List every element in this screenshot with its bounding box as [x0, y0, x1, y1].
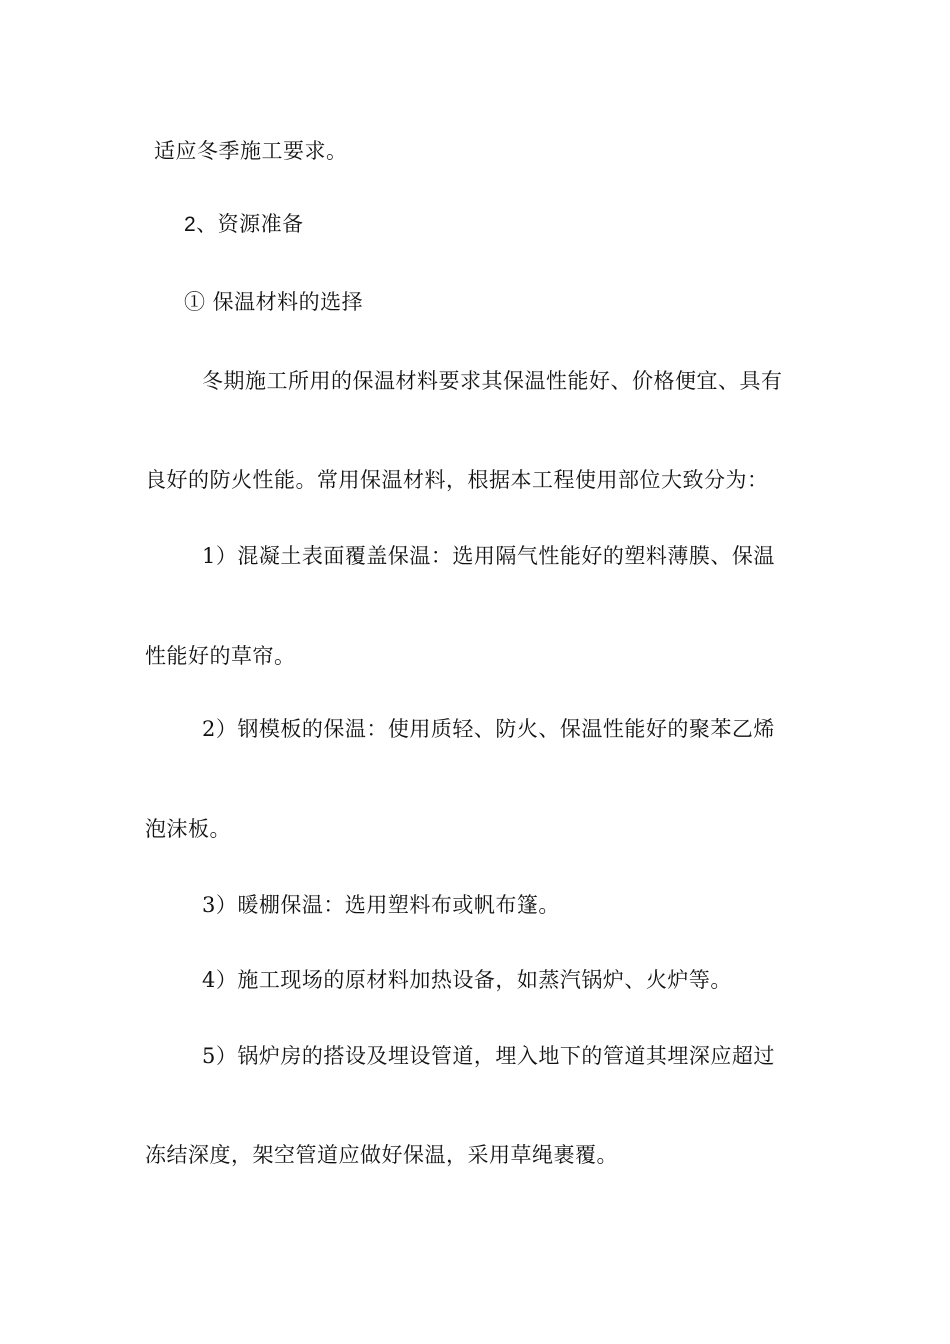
list-item-line: 3）暖棚保温：选用塑料布或帆布篷。	[202, 893, 560, 917]
list-item-line: 泡沫板。	[145, 817, 231, 841]
list-item-line: 冻结深度，架空管道应做好保温，采用草绳裹覆。	[145, 1143, 618, 1167]
list-item-line: 4）施工现场的原材料加热设备，如蒸汽锅炉、火炉等。	[202, 968, 732, 992]
list-item-line: 1）混凝土表面覆盖保温：选用隔气性能好的塑料薄膜、保温	[202, 544, 775, 568]
list-item-line: 性能好的草帘。	[145, 644, 296, 668]
list-item-line: 2）钢模板的保温：使用质轻、防火、保温性能好的聚苯乙烯	[202, 717, 775, 741]
paragraph-line: 适应冬季施工要求。	[154, 139, 348, 163]
paragraph-line: 冬期施工所用的保温材料要求其保温性能好、价格便宜、具有	[202, 369, 783, 393]
subsection-heading: ① 保温材料的选择	[184, 290, 364, 314]
list-item-line: 5）锅炉房的搭设及埋设管道，埋入地下的管道其埋深应超过	[202, 1044, 775, 1068]
section-heading: 2、资源准备	[184, 213, 304, 236]
paragraph-line: 良好的防火性能。常用保温材料，根据本工程使用部位大致分为：	[145, 468, 769, 492]
